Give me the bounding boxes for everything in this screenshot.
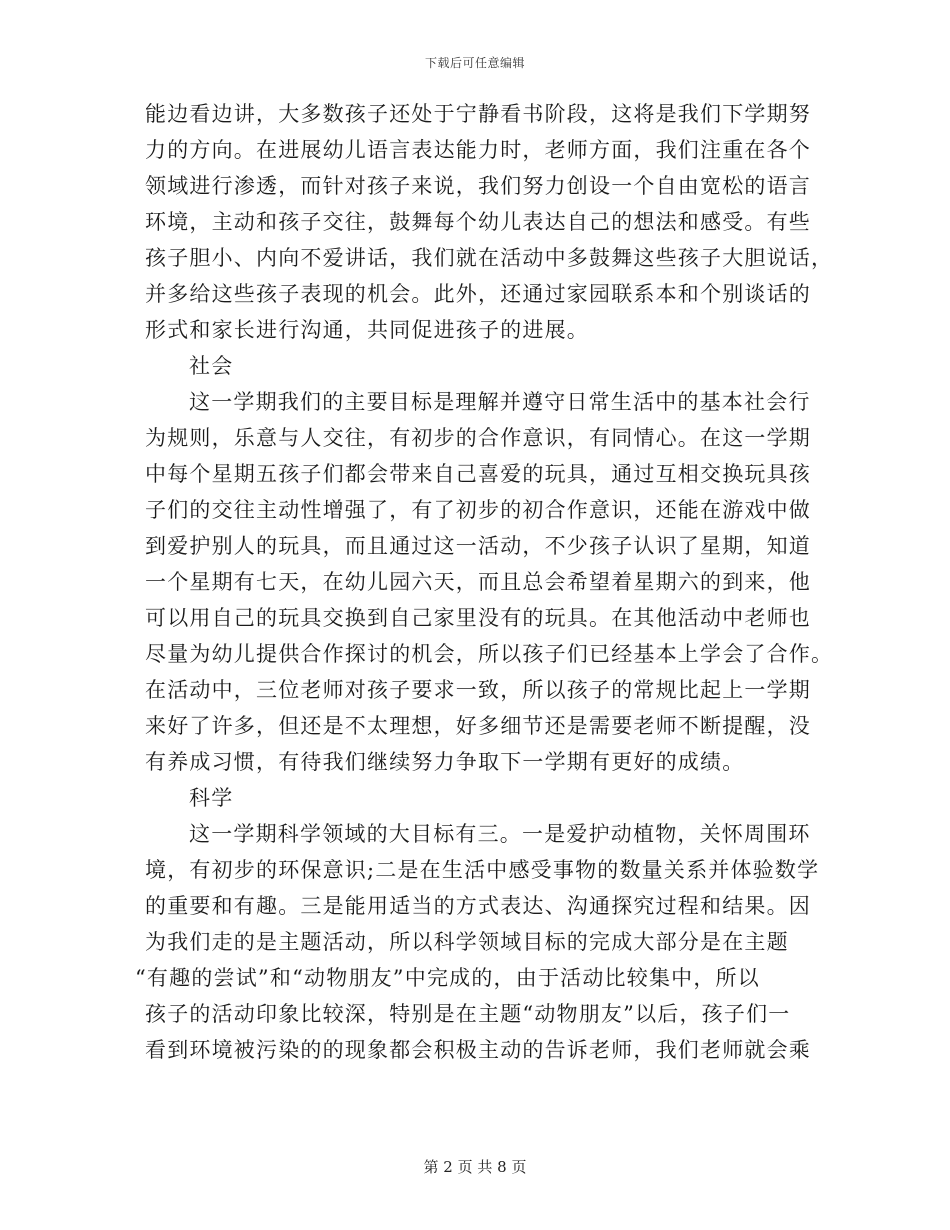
text-line: 境，有初步的环保意识;二是在生活中感受事物的数量关系并体验数学	[145, 858, 820, 882]
text-line: 一个星期有七天，在幼儿园六天，而且总会希望着星期六的到来，他	[145, 570, 811, 594]
section-heading-social: 社会	[189, 354, 234, 378]
text-line: 可以用自己的玩具交换到自己家里没有的玩具。在其他活动中老师也	[145, 606, 811, 630]
text-line: 有养成习惯，有待我们继续努力争取下一学期有更好的成绩。	[145, 750, 745, 774]
text-line: 孩子的活动印象比较深，特别是在主题“动物朋友”以后，孩子们一	[145, 1002, 791, 1026]
text-line: 并多给这些孩子表现的机会。此外，还通过家园联系本和个别谈话的	[145, 282, 811, 306]
text-line: 力的方向。在进展幼儿语言表达能力时，老师方面，我们注重在各个	[145, 138, 811, 162]
section-heading-science: 科学	[189, 786, 234, 810]
document-body	[135, 96, 834, 1068]
text-line: 形式和家长进行沟通，共同促进孩子的进展。	[145, 318, 589, 342]
text-line: 孩子胆小、内向不爱讲话，我们就在活动中多鼓舞这些孩子大胆说话，	[145, 246, 834, 270]
text-line: 能边看边讲，大多数孩子还处于宁静看书阶段，这将是我们下学期努	[145, 102, 811, 126]
text-line: 这一学期科学领域的大目标有三。一是爱护动植物，关怀周围环	[189, 822, 811, 846]
text-line: “有趣的尝试”和“动物朋友”中完成的，由于活动比较集中，所以	[135, 966, 760, 990]
text-line: 为规则，乐意与人交往，有初步的合作意识，有同情心。在这一学期	[145, 426, 811, 450]
text-line: 环境，主动和孩子交往，鼓舞每个幼儿表达自己的想法和感受。有些	[145, 210, 811, 234]
page-header-note: 下载后可任意编辑	[424, 56, 525, 70]
text-line: 为我们走的是主题活动，所以科学领域目标的完成大部分是在主题	[145, 930, 789, 954]
text-line: 领域进行渗透，而针对孩子来说，我们努力创设一个自由宽松的语言	[145, 174, 811, 198]
text-line: 中每个星期五孩子们都会带来自己喜爱的玩具，通过互相交换玩具孩	[145, 462, 811, 486]
text-line: 来好了许多，但还是不太理想，好多细节还是需要老师不断提醒，没	[145, 714, 811, 738]
text-line: 的重要和有趣。三是能用适当的方式表达、沟通探究过程和结果。因	[145, 894, 811, 918]
text-line: 在活动中，三位老师对孩子要求一致，所以孩子的常规比起上一学期	[145, 678, 811, 702]
text-line: 尽量为幼儿提供合作探讨的机会，所以孩子们已经基本上学会了合作。	[145, 642, 834, 666]
text-line: 这一学期我们的主要目标是理解并遵守日常生活中的基本社会行	[189, 390, 811, 414]
text-line: 到爱护别人的玩具，而且通过这一活动，不少孩子认识了星期，知道	[145, 534, 811, 558]
page-number: 第 2 页 共 8 页	[423, 1158, 527, 1176]
text-line: 子们的交往主动性增强了，有了初步的初合作意识，还能在游戏中做	[145, 498, 811, 522]
text-line: 看到环境被污染的的现象都会积极主动的告诉老师，我们老师就会乘	[145, 1038, 811, 1062]
